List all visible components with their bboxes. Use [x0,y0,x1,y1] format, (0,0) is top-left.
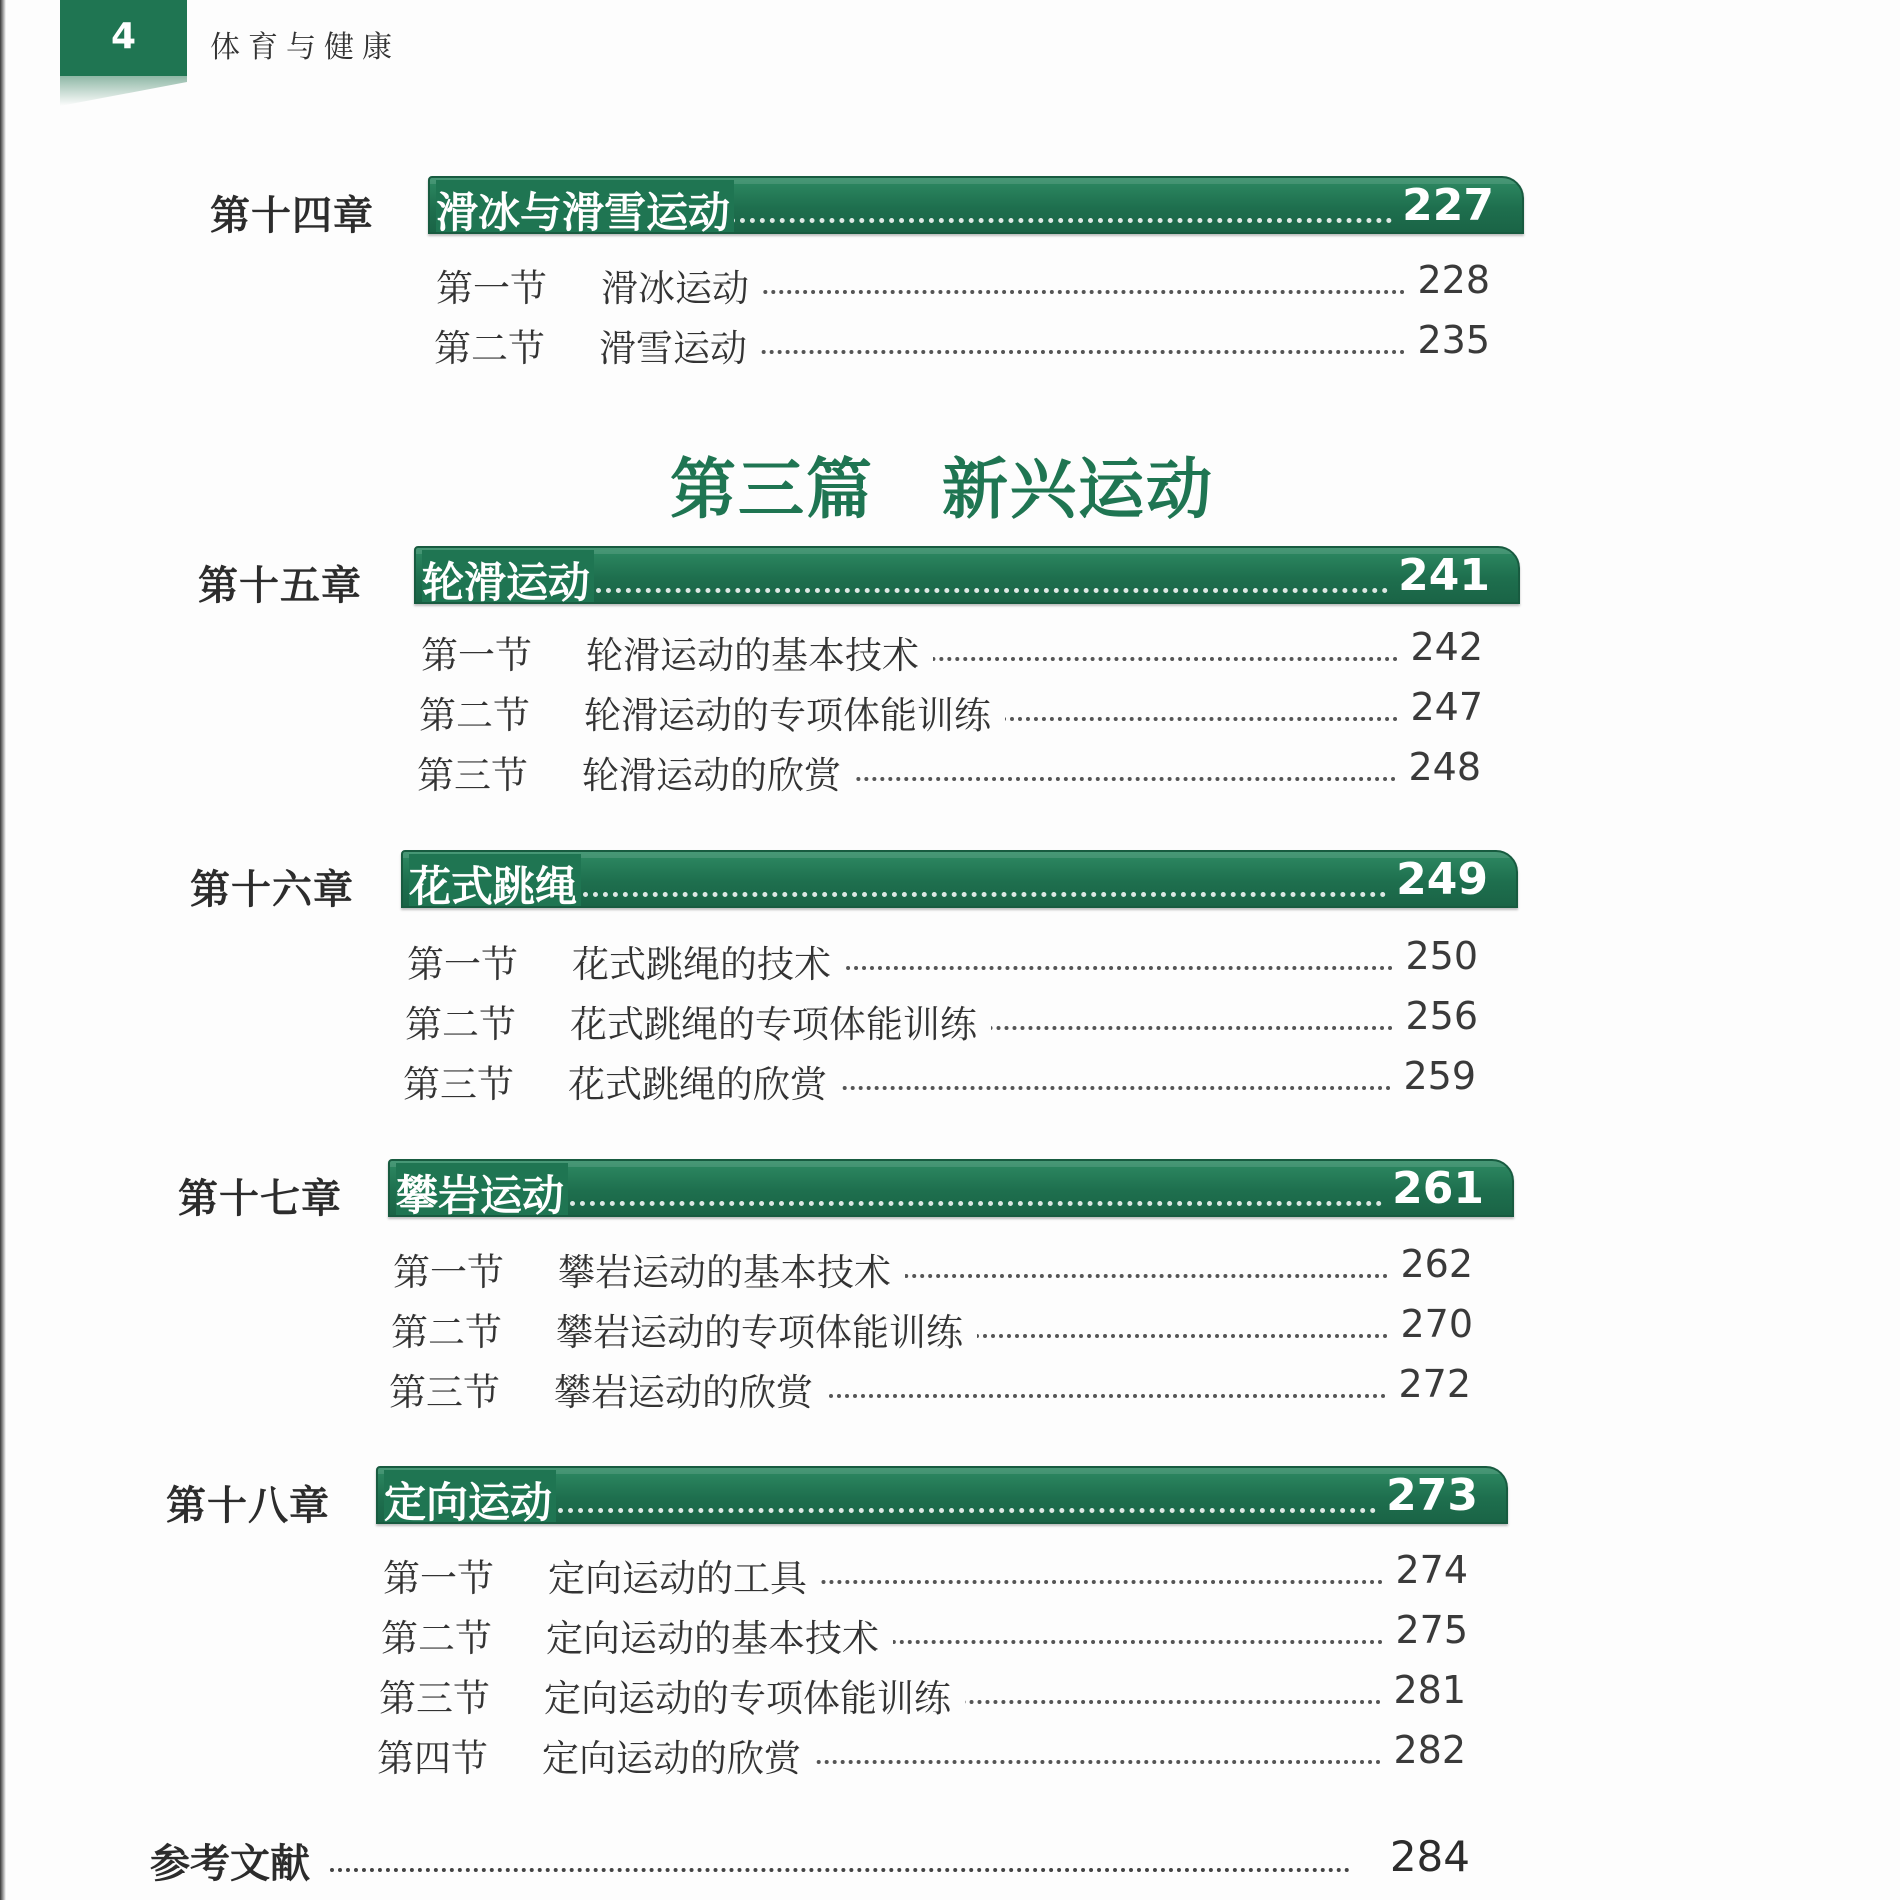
chapter-leader-dots [730,188,1392,223]
section-page-number: 270 [1388,1302,1473,1346]
section-title: 攀岩运动的欣赏 [554,1362,827,1416]
chapter-leader-dots [583,862,1386,897]
section-label: 第四节 [377,1737,488,1780]
section-title: 定向运动的基本技术 [546,1608,893,1662]
chapter-bar [388,1159,1514,1217]
chapter-label: 第十八章 [166,1483,330,1529]
section-label: 第一节 [421,634,532,677]
section-page-number: 275 [1383,1608,1468,1652]
toc-section[interactable] [391,1302,1473,1352]
section-title: 轮滑运动的专项体能训练 [584,685,1005,739]
section-label: 第二节 [381,1617,492,1660]
chapter-label: 第十五章 [198,563,362,609]
chapter-label: 第十四章 [210,193,374,239]
toc-chapter-15[interactable] [198,546,1618,609]
toc-section[interactable] [421,625,1483,675]
section-page-number: 256 [1393,994,1478,1038]
section-page-number: 228 [1405,258,1490,302]
references-title: 参考文献 [150,1832,314,1889]
section-label: 第二节 [391,1311,502,1354]
toc-section[interactable] [419,685,1483,735]
section-title: 定向运动的工具 [548,1548,821,1602]
running-head-book-title: 体育与健康 [210,30,400,65]
section-label: 第一节 [393,1251,504,1294]
toc-chapter-16[interactable] [190,850,1610,913]
part-title: 第三篇 新兴运动 [670,451,1214,528]
references-leader-dots [330,1850,1350,1872]
toc-section[interactable] [393,1242,1473,1292]
toc-section[interactable] [403,1054,1476,1104]
chapter-page-number: 249 [1396,854,1488,905]
chapter-name: 轮滑运动 [422,550,594,604]
chapter-label: 第十七章 [178,1176,342,1222]
toc-section[interactable] [436,258,1490,308]
chapter-bar [414,546,1520,604]
section-label: 第三节 [389,1371,500,1414]
section-page-number: 235 [1405,318,1490,362]
toc-section[interactable] [383,1548,1468,1598]
toc-references[interactable] [150,1832,1470,1892]
section-title: 攀岩运动的基本技术 [558,1242,905,1296]
section-label: 第一节 [383,1557,494,1600]
chapter-bar [428,176,1524,234]
section-title: 定向运动的专项体能训练 [544,1668,965,1722]
toc-chapter-18[interactable] [166,1466,1586,1529]
section-label: 第二节 [419,694,530,737]
section-page-number: 248 [1396,745,1481,789]
chapter-name: 花式跳绳 [409,854,581,908]
section-page-number: 282 [1381,1728,1466,1772]
section-page-number: 247 [1398,685,1483,729]
page-number-tab-fade [60,76,187,106]
toc-section[interactable] [417,745,1481,795]
chapter-leader-dots [570,1171,1382,1206]
section-label: 第二节 [405,1003,516,1046]
section-label: 第三节 [379,1677,490,1720]
section-page-number: 281 [1381,1668,1466,1712]
toc-chapter-17[interactable] [178,1159,1598,1222]
section-page-number: 250 [1393,934,1478,978]
toc-section[interactable] [407,934,1478,984]
section-page-number: 259 [1391,1054,1476,1098]
section-page-number: 274 [1383,1548,1468,1592]
chapter-page-number: 261 [1392,1163,1484,1214]
section-title: 花式跳绳的技术 [572,934,845,988]
section-title: 攀岩运动的专项体能训练 [556,1302,977,1356]
section-page-number: 242 [1398,625,1483,669]
section-title: 花式跳绳的欣赏 [568,1054,841,1108]
toc-section[interactable] [434,318,1490,368]
chapter-name: 定向运动 [384,1470,556,1524]
section-title: 花式跳绳的专项体能训练 [570,994,991,1048]
section-label: 第一节 [436,267,547,310]
chapter-page-number: 273 [1386,1470,1478,1521]
toc-section[interactable] [377,1728,1466,1778]
section-label: 第一节 [407,943,518,986]
chapter-leader-dots [596,558,1388,593]
section-label: 第三节 [403,1063,514,1106]
references-page-number: 284 [1389,1832,1470,1881]
toc-section[interactable] [405,994,1478,1044]
page-number: 4 [110,16,137,57]
chapter-leader-dots [558,1478,1376,1513]
toc-section[interactable] [379,1668,1466,1718]
section-page-number: 262 [1388,1242,1473,1286]
chapter-bar [376,1466,1508,1524]
section-title: 轮滑运动的欣赏 [582,745,855,799]
page-edge-shadow [0,0,6,1900]
toc-section[interactable] [381,1608,1468,1658]
section-title: 滑雪运动 [599,318,761,372]
section-title: 轮滑运动的基本技术 [586,625,933,679]
toc-section[interactable] [389,1362,1471,1412]
chapter-label: 第十六章 [190,867,354,913]
section-title: 滑冰运动 [601,258,763,312]
section-page-number: 272 [1386,1362,1471,1406]
chapter-bar [401,850,1518,908]
chapter-name: 滑冰与滑雪运动 [436,180,734,234]
toc-chapter-14[interactable] [210,176,1630,239]
section-label: 第二节 [434,327,545,370]
chapter-page-number: 227 [1402,180,1494,231]
chapter-page-number: 241 [1398,550,1490,601]
chapter-name: 攀岩运动 [396,1163,568,1217]
section-title: 定向运动的欣赏 [542,1728,815,1782]
section-label: 第三节 [417,754,528,797]
